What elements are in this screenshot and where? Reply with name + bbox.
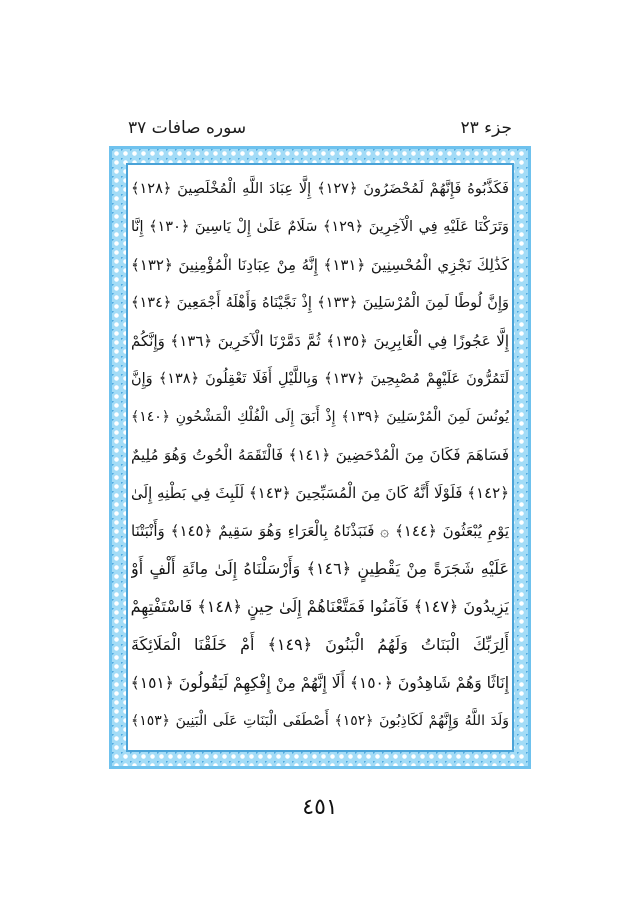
verse-line-15: وَلَدَ اللَّهُ وَإِنَّهُمْ لَكَاذِبُونَ ﴿١٥٢﴾ أَصْطَفَى الْبَنَاتِ عَلَى الْبَنِينَ ﴿١٥٣﴾ (131, 713, 509, 729)
verse-line-14: إِنَاثًا وَهُمْ شَاهِدُونَ ﴿١٥٠﴾ أَلَا إِنَّهُمْ مِنْ إِفْكِهِمْ لَيَقُولُونَ ﴿١٥١﴾ (131, 674, 509, 692)
verse-line-13: أَلِرَبِّكَ الْبَنَاتُ وَلَهُمُ الْبَنُونَ ﴿١٤٩﴾ أَمْ خَلَقْنَا الْمَلَائِكَةَ (131, 635, 509, 654)
verse-line-3: كَذَٰلِكَ نَجْزِي الْمُحْسِنِينَ ﴿١٣١﴾ إِنَّهُ مِنْ عِبَادِنَا الْمُؤْمِنِينَ ﴿١٣٢﴾ (131, 256, 509, 274)
verse-line-7: يُونُسَ لَمِنَ الْمُرْسَلِينَ ﴿١٣٩﴾ إِذْ أَبَقَ إِلَى الْفُلْكِ الْمَشْحُونِ ﴿١٤٠﴾ (131, 409, 509, 425)
verse-line-6: لَتَمُرُّونَ عَلَيْهِمْ مُصْبِحِينَ ﴿١٣٧﴾ وَبِاللَّيْلِ أَفَلَا تَعْقِلُونَ ﴿١٣٨﴾ وَإِنَّ (131, 371, 509, 387)
verse-line-2: وَتَرَكْنَا عَلَيْهِ فِي الْآخِرِينَ ﴿١٢٩﴾ سَلَامٌ عَلَىٰ إِلْ يَاسِينَ ﴿١٣٠﴾ إِنَّا (131, 219, 509, 235)
verse-line-1: فَكَذَّبُوهُ فَإِنَّهُمْ لَمُحْضَرُونَ ﴿١٢٧﴾ إِلَّا عِبَادَ اللَّهِ الْمُخْلَصِينَ ﴿١٢٨﴾ (131, 181, 509, 197)
surah-label: سوره صافات ٣٧ (128, 118, 247, 138)
verse-line-8: فَسَاهَمَ فَكَانَ مِنَ الْمُدْحَضِينَ ﴿١٤١﴾ فَالْتَقَمَهُ الْحُوتُ وَهُوَ مُلِيمٌ (131, 446, 509, 464)
verse-text-area (131, 172, 509, 742)
verse-line-11: عَلَيْهِ شَجَرَةً مِنْ يَقْطِينٍ ﴿١٤٦﴾ وَأَرْسَلْنَاهُ إِلَىٰ مِائَةِ أَلْفٍ أَوْ (131, 559, 509, 578)
page-header (128, 118, 512, 146)
juz-label: جزء ٢٣ (460, 118, 512, 138)
page-number: ٤٥١ (302, 795, 338, 820)
verse-line-10: يَوْمِ يُبْعَثُونَ ﴿١٤٤﴾ ۞ فَنَبَذْنَاهُ بِالْعَرَاءِ وَهُوَ سَقِيمٌ ﴿١٤٥﴾ وَأَنْبَتْنَا (131, 522, 509, 540)
verse-line-5: إِلَّا عَجُوزًا فِي الْغَابِرِينَ ﴿١٣٥﴾ ثُمَّ دَمَّرْنَا الْآخَرِينَ ﴿١٣٦﴾ وَإِنَّكُمْ (131, 332, 509, 350)
verse-line-4: وَإِنَّ لُوطًا لَمِنَ الْمُرْسَلِينَ ﴿١٣٣﴾ إِذْ نَجَّيْنَاهُ وَأَهْلَهُ أَجْمَعِينَ ﴿١٣٤﴾ (131, 295, 509, 311)
verse-line-9: ﴿١٤٢﴾ فَلَوْلَا أَنَّهُ كَانَ مِنَ الْمُسَبِّحِينَ ﴿١٤٣﴾ لَلَبِثَ فِي بَطْنِهِ إِلَىٰ (131, 484, 509, 502)
verse-line-12: يَزِيدُونَ ﴿١٤٧﴾ فَآمَنُوا فَمَتَّعْنَاهُمْ إِلَىٰ حِينٍ ﴿١٤٨﴾ فَاسْتَفْتِهِمْ (131, 597, 509, 616)
